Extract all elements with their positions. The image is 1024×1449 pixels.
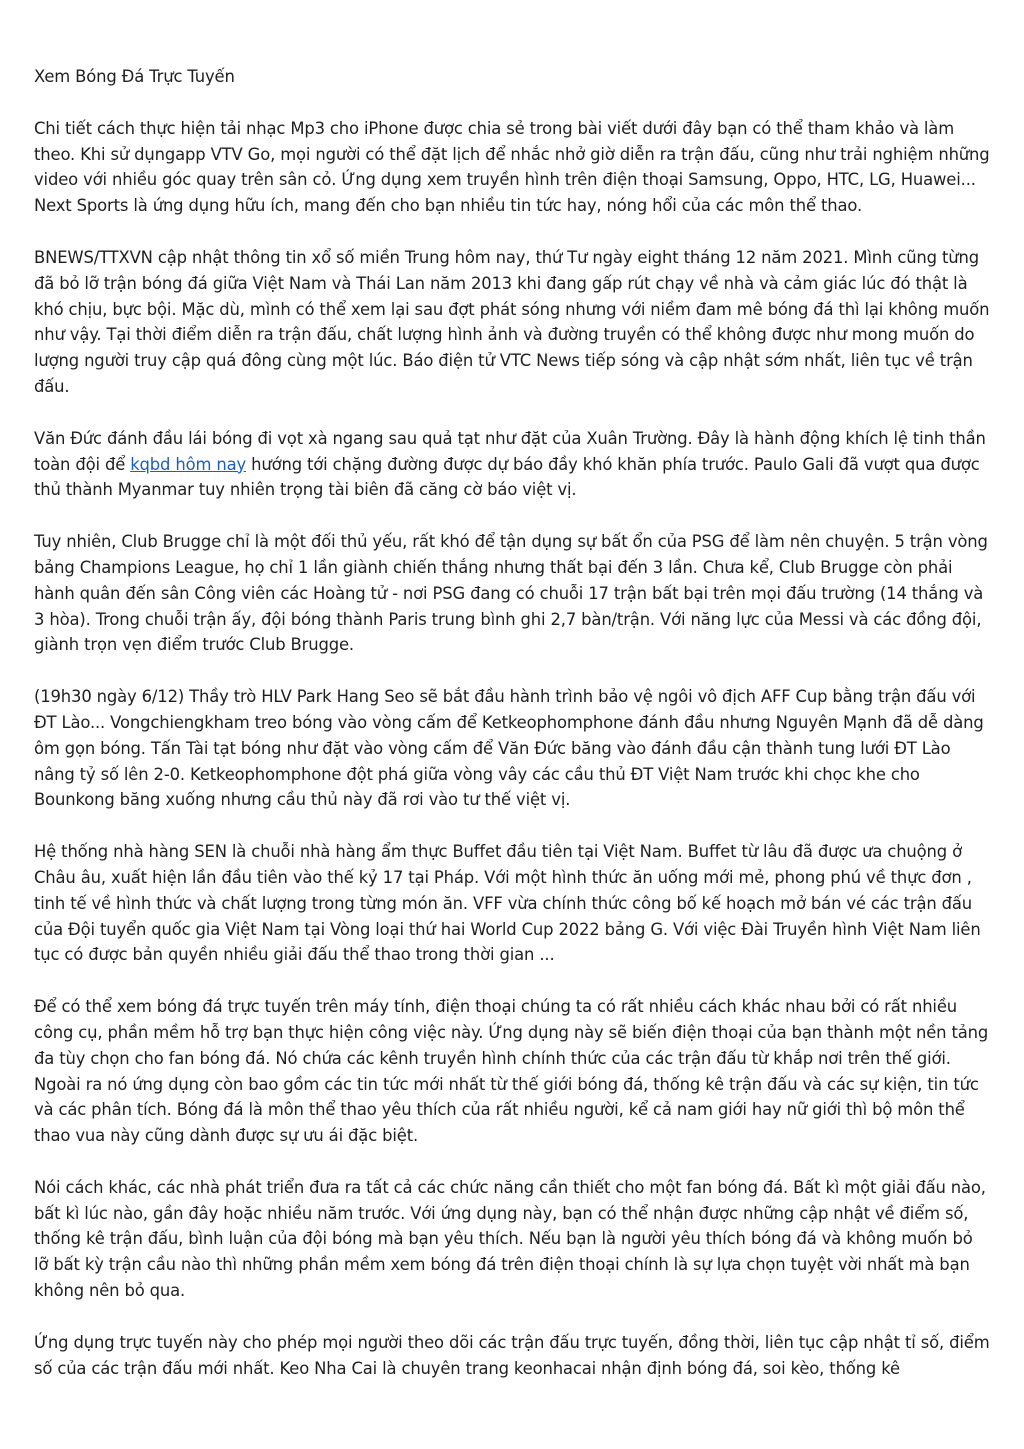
kqbd-link[interactable]: kqbd hôm nay: [130, 454, 247, 474]
paragraph-3-after-link: hướng tới chặng đường được dự báo đầy khó khăn phía trước. Paulo Gali đã vượt qua được thủ thành Myanmar tuy nhiên trọng tài biên đã căng cờ báo việt vị.: [34, 454, 980, 500]
paragraph-8: Nói cách khác, các nhà phát triển đưa ra tất cả các chức năng cần thiết cho một fan bóng đá. Bất kì một giải đấu nào, bất kì lúc nào, gần đây hoặc nhiều năm trước. Với ứng dụng này, bạn có thể nhận được những cập nhật về điểm số, thống kê trận đấu, bình luận của đội bóng mà bạn yêu thích. Nếu bạn là người yêu thích bóng đá và không muốn bỏ lỡ bất kỳ trận cầu nào thì những phần mềm xem bóng đá trên điện thoại chính là sự lựa chọn tuyệt vời nhất mà bạn không nên bỏ qua.: [34, 1177, 986, 1301]
paragraph-5: (19h30 ngày 6/12) Thầy trò HLV Park Hang Seo sẽ bắt đầu hành trình bảo vệ ngôi vô địch AFF Cup bằng trận đấu với ĐT Lào... Vongchiengkham treo bóng vào vòng cấm để Ketkeophomphone đánh đầu nhưng Nguyên Mạnh đã dễ dàng ôm gọn bóng. Tấn Tài tạt bóng như đặt vào vòng cấm để Văn Đức băng vào đánh đầu cận thành tung lưới ĐT Lào nâng tỷ số lên 2-0. Ketkeophomphone đột phá giữa vòng vây các cầu thủ ĐT Việt Nam trước khi chọc khe cho Bounkong băng xuống nhưng cầu thủ này đã rơi vào tư thế việt vị.: [34, 687, 984, 810]
paragraph-2: BNEWS/TTXVN cập nhật thông tin xổ số miền Trung hôm nay, thứ Tư ngày eight tháng 12 năm 2021. Mình cũng từng đã bỏ lỡ trận bóng đá giữa Việt Nam và Thái Lan năm 2013 khi đang gấp rút chạy về nhà và cảm giác lúc đó thật là khó chịu, bực bội. Mặc dù, mình có thể xem lại sau đợt phát sóng nhưng với niềm đam mê bóng đá thì lại không muốn như vậy. Tại thời điểm diễn ra trận đấu, chất lượng hình ảnh và đường truyền có thể không được như mong muốn do lượng người truy cập quá đông cùng một lúc. Báo điện tử VTC News tiếp sóng và cập nhật sớm nhất, liên tục về trận đấu.: [34, 247, 990, 396]
paragraph-9: Ứng dụng trực tuyến này cho phép mọi người theo dõi các trận đấu trực tuyến, đồng thời, liên tục cập nhật tỉ số, điểm số của các trận đấu mới nhất. Keo Nha Cai là chuyên trang keonhacai nhận định bóng đá, soi kèo, thống kê: [34, 1332, 990, 1378]
document-title: Xem Bóng Đá Trực Tuyến: [34, 67, 235, 86]
paragraph-1: Chi tiết cách thực hiện tải nhạc Mp3 cho iPhone được chia sẻ trong bài viết dưới đây bạn có thể tham khảo và làm theo. Khi sử dụngapp VTV Go, mọi người có thể đặt lịch để nhắc nhở giờ diễn ra trận đấu, cũng như trải nghiệm những video với nhiều góc quay trên sân cỏ. Ứng dụng xem truyền hình trên điện thoại Samsung, Oppo, HTC, LG, Huawei... Next Sports là ứng dụng hữu ích, mang đến cho bạn nhiều tin tức hay, nóng hổi của các môn thể thao.: [34, 118, 990, 216]
paragraph-3: [34, 426, 990, 503]
paragraph-7: Để có thể xem bóng đá trực tuyến trên máy tính, điện thoại chúng ta có rất nhiều cách khác nhau bởi có rất nhiều công cụ, phần mềm hỗ trợ bạn thực hiện công việc này. Ứng dụng này sẽ biến điện thoại của bạn thành một nền tảng đa tùy chọn cho fan bóng đá. Nó chứa các kênh truyền hình chính thức của các trận đấu từ khắp nơi trên thế giới. Ngoài ra nó ứng dụng còn bao gồm các tin tức mới nhất từ thế giới bóng đá, thống kê trận đấu và các sự kiện, tin tức và các phân tích. Bóng đá là môn thể thao yêu thích của rất nhiều người, kể cả nam giới hay nữ giới thì bộ môn thể thao vua này cũng dành được sự ưu ái đặc biệt.: [34, 997, 989, 1146]
paragraph-4: Tuy nhiên, Club Brugge chỉ là một đối thủ yếu, rất khó để tận dụng sự bất ổn của PSG để làm nên chuyện. 5 trận vòng bảng Champions League, họ chỉ 1 lần giành chiến thắng nhưng thất bại đến 3 lần. Chưa kể, Club Brugge còn phải hành quân đến sân Công viên các Hoàng tử - nơi PSG đang có chuỗi 17 trận bất bại trên mọi đấu trường (14 thắng và 3 hòa). Trong chuỗi trận ấy, đội bóng thành Paris trung bình ghi 2,7 bàn/trận. Với năng lực của Messi và các đồng đội, giành trọn vẹn điểm trước Club Brugge.: [34, 532, 988, 655]
paragraph-6: Hệ thống nhà hàng SEN là chuỗi nhà hàng ẩm thực Buffet đầu tiên tại Việt Nam. Buffet từ lâu đã được ưa chuộng ở Châu âu, xuất hiện lần đầu tiên vào thế kỷ 17 tại Pháp. Với một hình thức ăn uống mới mẻ, phong phú về thực đơn , tinh tế về hình thức và chất lượng trong từng món ăn. VFF vừa chính thức công bố kế hoạch mở bán vé các trận đấu của Đội tuyển quốc gia Việt Nam tại Vòng loại thứ hai World Cup 2022 bảng G. Với việc Đài Truyền hình Việt Nam liên tục có được bản quyền nhiều giải đấu thể thao trong thời gian ...: [34, 842, 981, 965]
document-page: [34, 64, 990, 1407]
paragraph-3-before-link: Văn Đức đánh đầu lái bóng đi vọt xà ngang sau quả tạt như đặt của Xuân Trường. Đây là hành động khích lệ tinh thần toàn đội để: [34, 428, 986, 474]
